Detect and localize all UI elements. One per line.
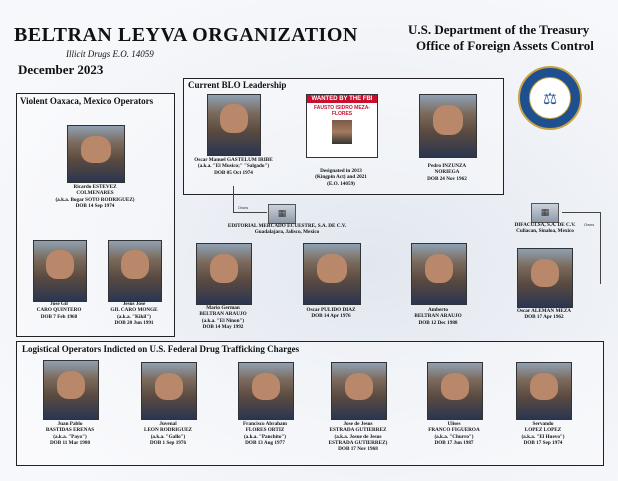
wanted-photo: [332, 120, 352, 144]
caption-leon: Juvenal LEON RODRIGUEZ (a.k.a. "Gallo") DOB 1 Sep 1976: [144, 421, 192, 446]
caption-bastidas: Juan Pablo BASTIDAS ERENAS (a.k.a. "Payo") DOB 11 Mar 1980: [45, 421, 95, 446]
owns-label-1: Owns: [238, 205, 249, 210]
photo-inzunza: [419, 94, 477, 158]
page-title: BELTRAN LEYVA ORGANIZATION: [14, 24, 358, 46]
photo-franco: [427, 362, 483, 420]
caption-pulido: Oscar PULIDO DIAZ DOB 14 Apr 1976: [306, 307, 356, 320]
photo-amberto-beltran: [411, 243, 467, 305]
photo-jesus-jose: [108, 240, 162, 302]
wanted-name: FAUSTO ISIDRO MEZA-FLORES: [313, 105, 371, 117]
photo-bastidas: [43, 360, 99, 420]
caption-flores: Francisco Abraham FLORES ORTIZ (a.k.a. "Panchito") DOB 13 Aug 1977: [243, 421, 287, 446]
leadership-title: Current BLO Leadership: [188, 80, 287, 90]
treasury-seal-icon: [518, 66, 582, 130]
caption-inzunza: Pedro INZUNZA NORIEGA DOB 24 Nov 1962: [427, 163, 467, 182]
caption-amberto-beltran: Amberto BELTRAN ARAUJO DOB 12 Dec 1988: [414, 307, 462, 326]
caption-jose-gil: Jose Gil CARO QUINTERO DOB 7 Feb 1968: [36, 301, 82, 320]
photo-flores: [238, 362, 294, 420]
caption-estevez: Ricardo ESTEVEZ COLMENARES (a.k.a. Bogar SOTO RODRIGUEZ) DOB 14 Sep 1974: [55, 184, 135, 209]
agency-line-2: Office of Foreign Assets Control: [416, 38, 594, 53]
owns-label-2: Owns: [584, 222, 595, 227]
caption-jesus-jose: Jesus Jose GIL CARO MONGE (a.k.a. "Kikil") DOB 20 Jun 1991: [110, 301, 158, 326]
oaxaca-operators-title: Violent Oaxaca, Mexico Operators: [20, 96, 154, 106]
caption-difaculsa: DIFACULSA, S.A. DE C.V. Culiacan, Sinaloa, Mexico: [514, 222, 576, 235]
photo-aleman: [517, 248, 573, 308]
link-aleman-difaculsa: [600, 212, 601, 284]
caption-gastelum: Oscar Manuel GASTELUM IRIBE (a.k.a. "El Musico;" "Salgado") DOB 05 Oct 1974: [194, 157, 273, 176]
caption-franco: Ulises FRANCO FIGUEROA (a.k.a. "Churro") DOB 17 Jun 1987: [428, 421, 480, 446]
photo-mario-beltran: [196, 243, 252, 305]
wanted-header: WANTED BY THE FBI: [307, 95, 377, 103]
caption-meza: Designated in 2013 (Kingpin Act) and 2021 (E.O. 14059): [315, 168, 367, 187]
caption-editorial: EDITORIAL MERCADO ECUESTRE, S.A. DE C.V. Guadalajara, Jalisco, Mexico: [227, 223, 347, 236]
photo-jose-gil: [33, 240, 87, 302]
link-aleman-difaculsa-h: [562, 212, 600, 213]
photo-estrada: [331, 362, 387, 420]
wanted-poster: [306, 94, 378, 158]
scales-icon: ⚖: [529, 77, 571, 119]
photo-pulido: [303, 243, 361, 305]
agency-line-1: U.S. Department of the Treasury: [408, 22, 590, 37]
photo-estevez: [67, 125, 125, 183]
page-date: December 2023: [18, 62, 104, 77]
logistics-title: Logistical Operators Indicted on U.S. Federal Drug Trafficking Charges: [22, 344, 300, 354]
link-gastelum-editorial-h: [233, 212, 267, 213]
photo-lopez: [516, 362, 572, 420]
building-icon: ▦: [531, 203, 559, 223]
caption-estrada: Jose de Jesus ESTRADA GUTIERREZ (a.k.a. Josue de Jesus ESTRADA GUTIERREZ) DOB 17 Nov 1968: [328, 421, 388, 453]
link-gastelum-editorial: [233, 186, 234, 212]
photo-leon: [141, 362, 197, 420]
photo-gastelum: [207, 94, 261, 156]
caption-mario-beltran: Mario German BELTRAN ARAUJO (a.k.a. "El Ninon") DOB 14 May 1992: [199, 305, 247, 330]
caption-aleman: Oscar ALEMAN MEZA DOB 17 Apr 1962: [516, 308, 572, 321]
building-icon: ▦: [268, 204, 296, 224]
page-subtitle: Illicit Drugs E.O. 14059: [66, 49, 154, 59]
caption-lopez: Servando LOPEZ LOPEZ (a.k.a. "El Huevo") DOB 17 Sep 1974: [521, 421, 565, 446]
